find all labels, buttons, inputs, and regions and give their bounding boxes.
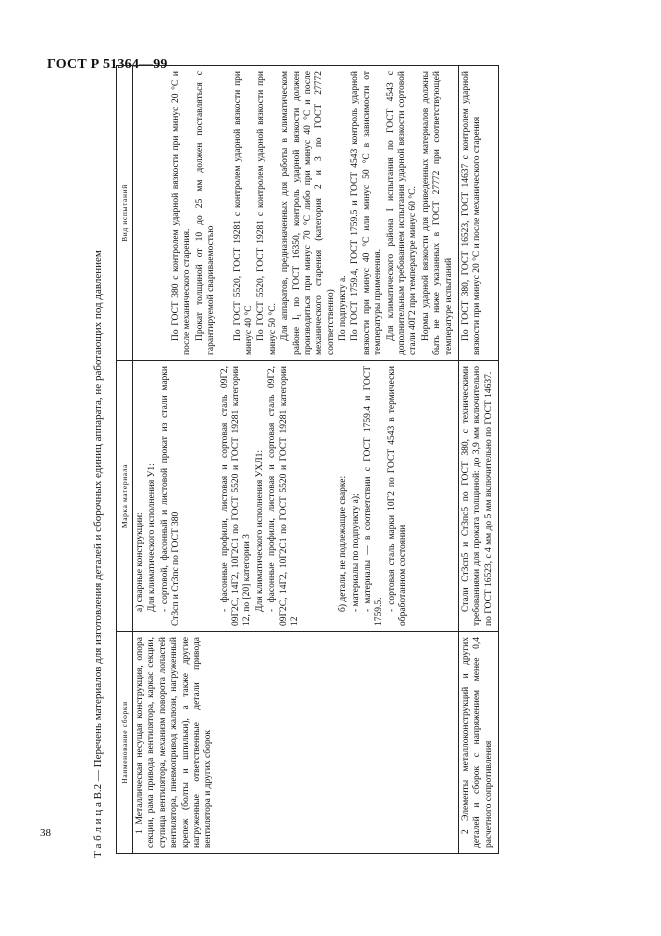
- material-cell: [458, 361, 498, 632]
- test-line: По подпункту а.: [338, 275, 349, 341]
- table-header-row: [117, 66, 133, 854]
- test-line: По ГОСТ 5520, ГОСТ 19281 с контролем ударной вязкости при минус 40 °С: [232, 71, 254, 355]
- table-caption: [92, 58, 118, 858]
- material-line: - фасонные профили, листовая и сортовая сталь 09Г2, 09Г2С, 14Г2, 10Г2С1 по ГОСТ 5520 и ГОСТ 19281 категории 12, по [20] категории 3: [219, 366, 253, 626]
- material-line: а) сварные конструкции:: [135, 512, 145, 612]
- material-line: Для климатического исполнения УХЛ1:: [254, 449, 265, 612]
- document-header: ГОСТ Р 51364—99: [47, 57, 168, 72]
- test-line: Прокат толщиной от 10 до 25 мм должен поставляться с гарантируемой свариваемостью: [194, 71, 217, 355]
- assembly-name: 1 Металлическая несущая конструкция, опора секции, рама привода вентилятора, каркас секции, ступица вентилятора, механизм поворота лопастей вентилятора, пневмопривод жалюзи, нагруженный крепеж (болты и шпильки), а также другие нагруженные ответственные детали привода вентилятора и других сборок: [135, 637, 214, 848]
- tests-cell: [133, 66, 459, 361]
- caption-label: Т а б л и ц а В.2: [92, 783, 104, 858]
- material-line: б) детали, не подлежащие сварке:: [338, 475, 349, 612]
- material-line: Для климатического исполнения У1:: [147, 463, 158, 612]
- table-row: [133, 66, 459, 854]
- material-line: - материалы по подпункту а);: [350, 493, 361, 612]
- assembly-name-cell: [458, 632, 498, 854]
- material-cell: [133, 361, 459, 632]
- caption-text: — Перечень материалов для изготовления деталей и сборочных единиц аппарата, не работающих под давлением: [92, 250, 104, 784]
- material-line: - сортовой, фасонный и листовой прокат из стали марки Ст3сп и Ст3пс по ГОСТ 380: [159, 366, 182, 626]
- page-number: 38: [40, 827, 51, 839]
- test-line: Для аппаратов, предназначенных для работы в климатическом районе I₁ по ГОСТ 16350, контроль ударной вязкости должен производиться при минус 70 °С либо при минус 40 °С и после механического старения (категория 2 и 3 по ГОСТ 27772 соответственно): [280, 71, 336, 355]
- test-line: По ГОСТ 1759.4, ГОСТ 1759.5 и ГОСТ 4543 контроль ударной вязкости при минус 40 °С или минус 50 °С в зависимости от температуры применения.: [350, 71, 384, 355]
- column-header-material: Марка материала: [117, 361, 133, 632]
- materials-table: [116, 65, 499, 854]
- column-header-name: Наименование сборки: [117, 632, 133, 854]
- column-header-tests: Вид испытаний: [117, 66, 133, 361]
- test-line: По ГОСТ 380, ГОСТ 16523, ГОСТ 14637 с контролем ударной вязкости при минус 20 °С и после механического старения: [460, 71, 483, 355]
- test-line: Нормы ударной вязкости для приведенных материалов должны быть не ниже указанных в ГОСТ 27772 при соответствующей температуре испытаний: [420, 71, 454, 355]
- table-row: [458, 66, 498, 854]
- assembly-name: 2 Элементы металлоконструкций и других деталей и сборок с напряжением менее 0,4 расчетного сопротивления: [460, 637, 494, 848]
- test-line: По ГОСТ 5520, ГОСТ 19281 с контролем ударной вязкости при минус 50 °С.: [256, 71, 278, 355]
- test-line: По ГОСТ 380 с контролем ударной вязкости при минус 20 °С и после механического старения.: [171, 71, 193, 355]
- assembly-name-cell: [133, 632, 459, 854]
- rotated-table-area: [90, 58, 600, 858]
- tests-cell: [458, 66, 498, 361]
- test-line: Для климатического района I испытания по ГОСТ 4543 с дополнительным требованием испытания ударной вязкости сортовой стали 40Г2 при температуре минус 60 °С.: [385, 71, 419, 355]
- material-line: - материалы — в соответствии с ГОСТ 1759.4 и ГОСТ 1759.5.: [363, 366, 385, 626]
- material-line: Стали Ст3сп5 и Ст3пс5 по ГОСТ 380, с техническими требованиями для проката толщиной: до 3,9 мм включительно по ГОСТ 16523, с 4 мм до 5 мм включительно по ГОСТ 14637.: [460, 366, 494, 626]
- material-line: - сортовая сталь марки 10Г2 по ГОСТ 4543 в термически обработанном состоянии: [386, 366, 409, 626]
- material-line: - фасонные профили, листовая и сортовая сталь 09Г2, 09Г2С, 14Г2, 10Г2С1 по ГОСТ 5520 и ГОСТ 19281 категории 12: [267, 366, 300, 626]
